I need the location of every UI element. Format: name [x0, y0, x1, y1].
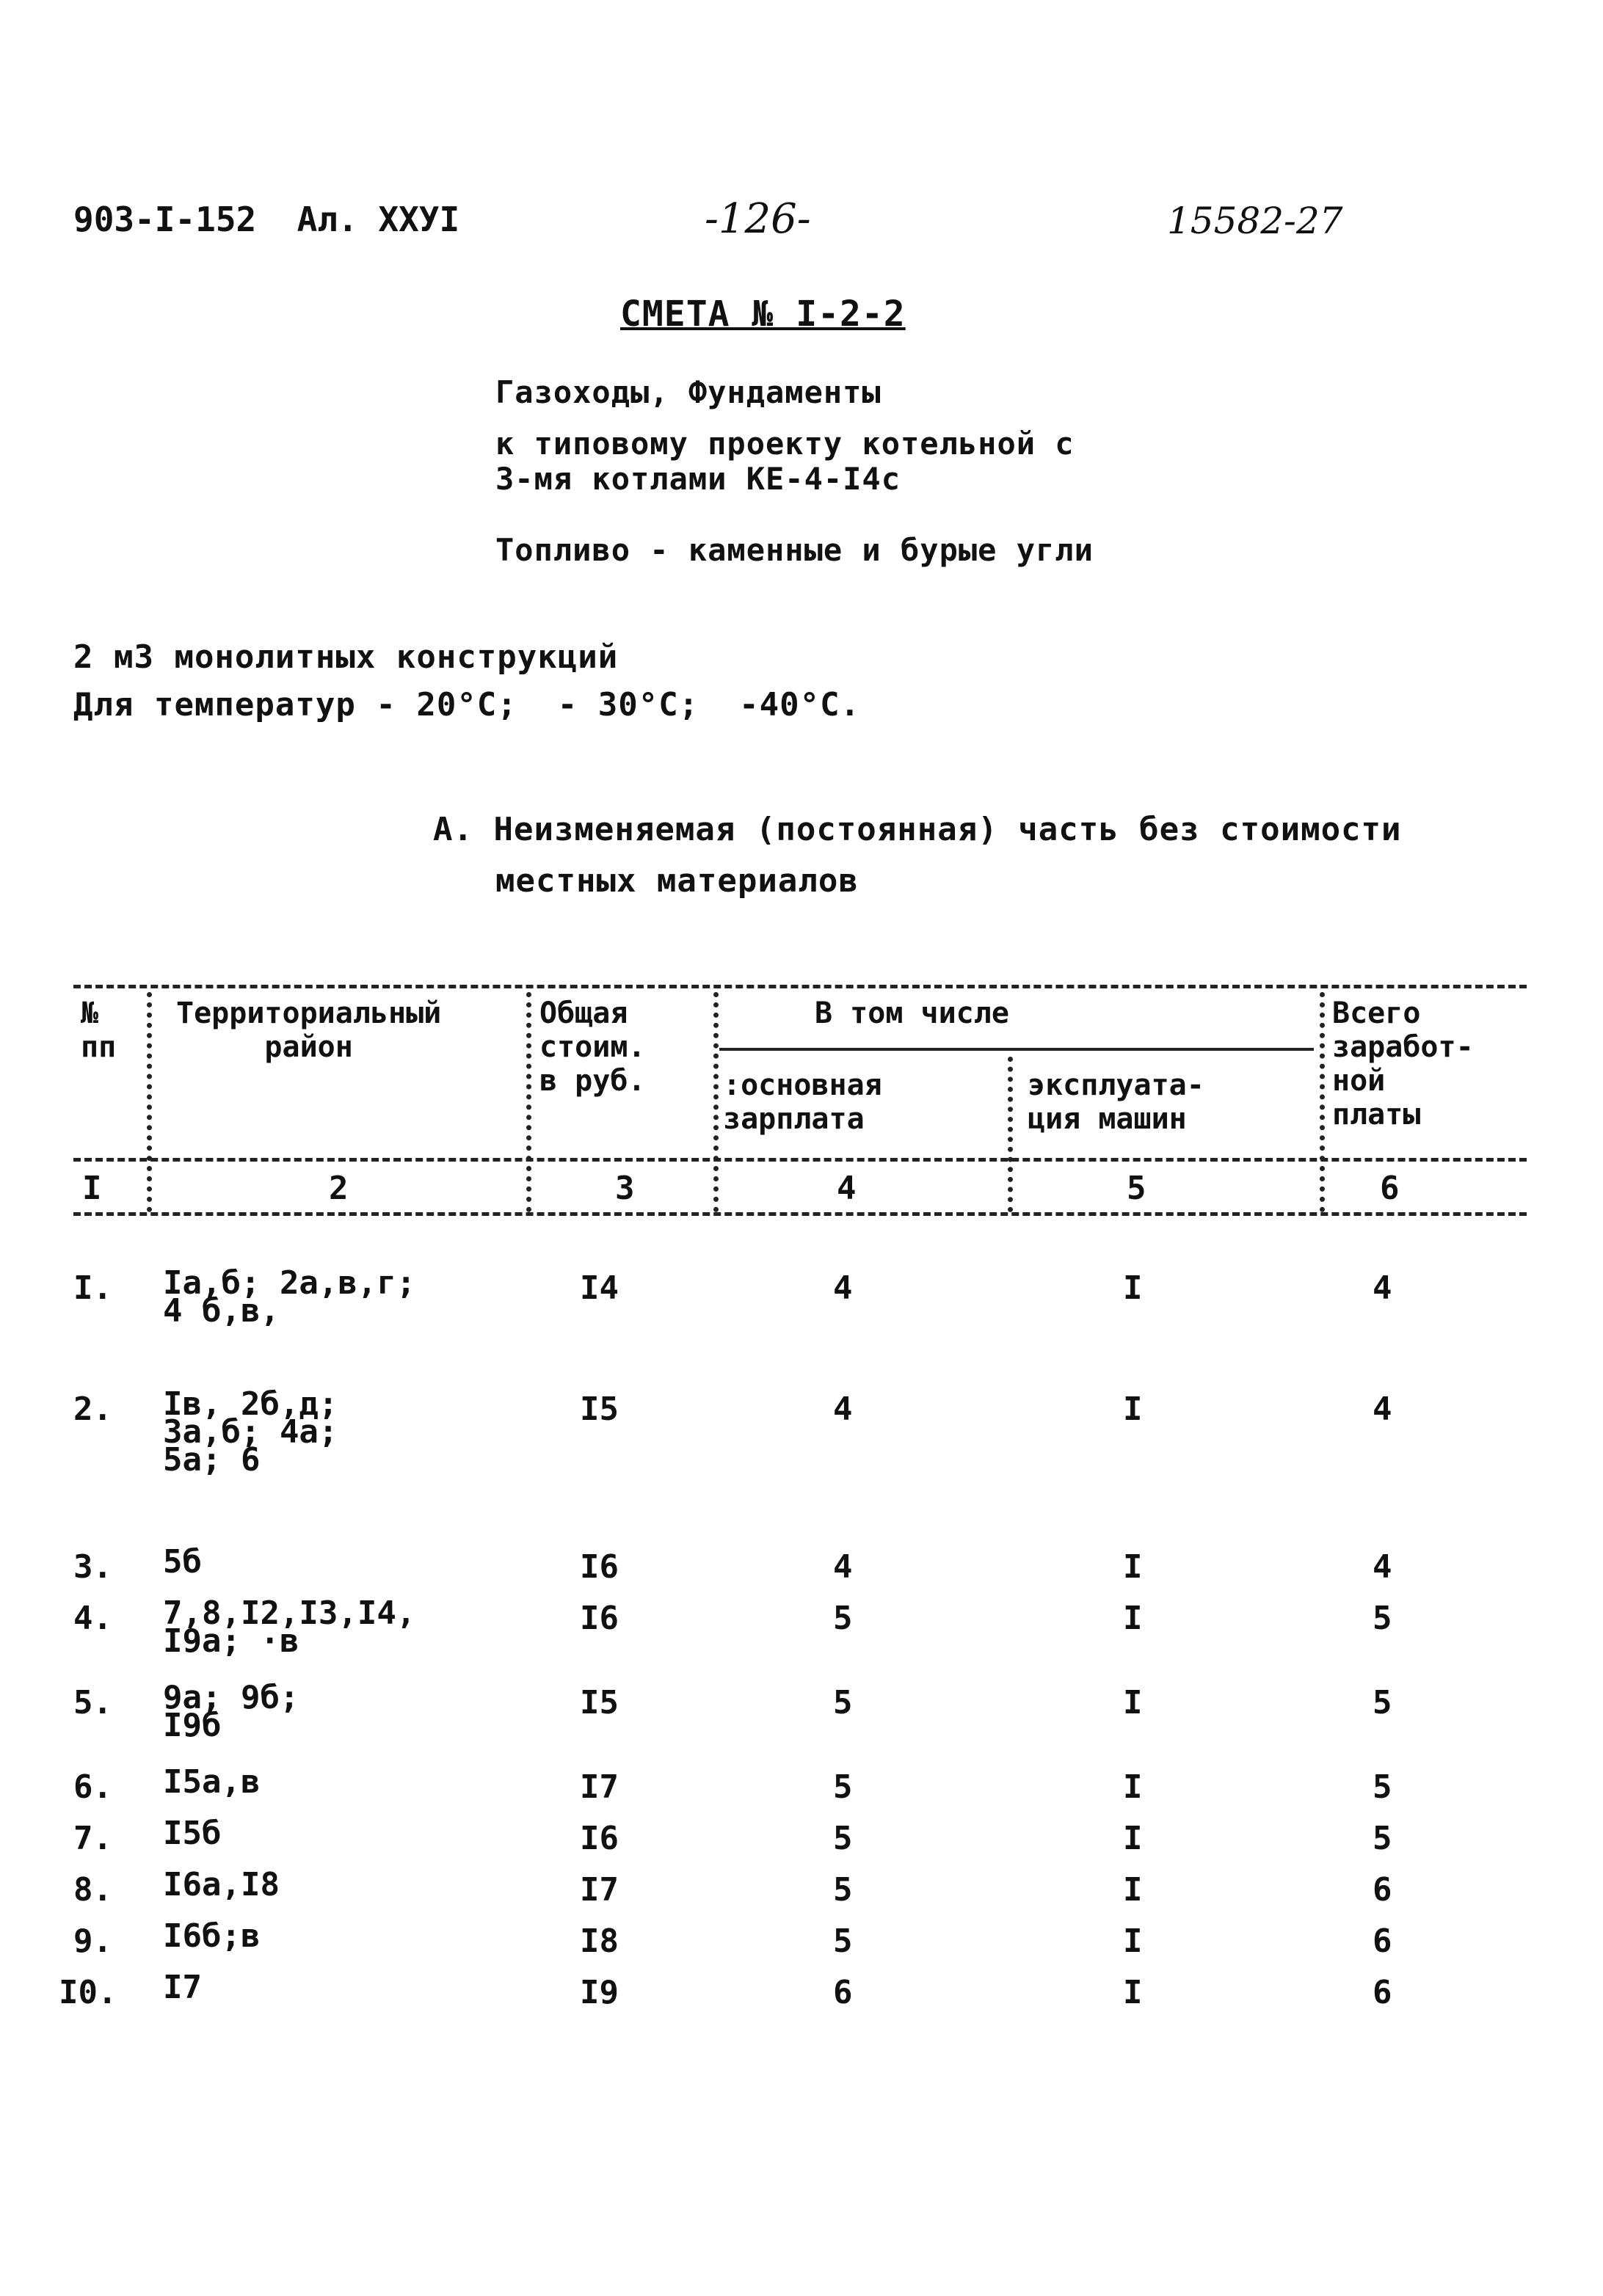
- row-number: I0.: [59, 1974, 117, 2011]
- row-total-wages: 5: [1373, 1820, 1392, 1857]
- header-num: № пп: [81, 996, 117, 1064]
- row-region: I5б: [163, 1815, 222, 1852]
- row-basic-wages: 4: [833, 1269, 853, 1307]
- row-machine-operation: I: [1123, 1548, 1143, 1586]
- col-sep-5: [1320, 992, 1325, 1212]
- document-code: 903-I-152 Ал. XXУI: [73, 200, 460, 239]
- page-number: -126-: [705, 195, 811, 243]
- col-number-6: 6: [1380, 1170, 1400, 1207]
- row-machine-operation: I: [1123, 1600, 1143, 1637]
- row-number: 6.: [73, 1768, 112, 1806]
- row-number: 5.: [73, 1684, 112, 1721]
- col-number-5: 5: [1127, 1170, 1146, 1207]
- row-total-wages: 5: [1373, 1684, 1392, 1721]
- row-region: 9а; 9б; I9б: [163, 1679, 299, 1744]
- row-region: I6а,I8: [163, 1866, 280, 1903]
- subheader-rule: [719, 1048, 1314, 1051]
- row-machine-operation: I: [1123, 1768, 1143, 1806]
- table-top-rule: [73, 985, 1527, 988]
- header-total-wages: Всего заработ- ной платы: [1332, 996, 1474, 1131]
- section-heading-line-1: А. Неизменяемая (постоянная) часть без стоимости: [433, 811, 1402, 848]
- row-total-cost: I8: [580, 1923, 619, 1960]
- row-machine-operation: I: [1123, 1684, 1143, 1721]
- row-region: I5а,в: [163, 1763, 261, 1801]
- subtitle-line-4: Топливо - каменные и бурые угли: [495, 532, 1094, 568]
- row-number: 3.: [73, 1548, 112, 1586]
- row-basic-wages: 4: [833, 1548, 853, 1586]
- row-basic-wages: 4: [833, 1391, 853, 1428]
- col-sep-2: [526, 992, 531, 1212]
- estimate-title: СМЕТА № I-2-2: [620, 294, 906, 335]
- row-basic-wages: 5: [833, 1820, 853, 1857]
- row-machine-operation: I: [1123, 1923, 1143, 1960]
- header-basic-wages: :основная зарплата: [723, 1068, 882, 1136]
- row-basic-wages: 5: [833, 1600, 853, 1637]
- col-number-2: 2: [329, 1170, 349, 1207]
- row-total-cost: I5: [580, 1391, 619, 1428]
- subtitle-line-3: 3-мя котлами КЕ-4-I4с: [495, 461, 901, 497]
- row-number: I.: [73, 1269, 112, 1307]
- row-machine-operation: I: [1123, 1269, 1143, 1307]
- header-total-cost: Общая стоим. в руб.: [539, 996, 646, 1098]
- row-total-wages: 5: [1373, 1768, 1392, 1806]
- row-region: I7: [163, 1969, 202, 2006]
- header-including: В том числе: [815, 996, 1009, 1030]
- row-total-wages: 6: [1373, 1871, 1392, 1909]
- row-basic-wages: 5: [833, 1871, 853, 1909]
- col-sep-1: [147, 992, 152, 1212]
- column-number-rule: [73, 1212, 1527, 1216]
- row-total-wages: 6: [1373, 1974, 1392, 2011]
- subtitle-line-2: к типовому проекту котельной с: [495, 426, 1075, 462]
- row-number: 8.: [73, 1871, 112, 1909]
- col-sep-3: [713, 992, 719, 1212]
- subtitle-line-1: Газоходы, Фундаменты: [495, 374, 882, 410]
- document-number: 15582-27: [1167, 200, 1343, 242]
- info-line-1: 2 м3 монолитных конструкций: [73, 638, 619, 676]
- row-basic-wages: 5: [833, 1684, 853, 1721]
- col-sep-4: [1008, 1057, 1013, 1212]
- row-basic-wages: 5: [833, 1768, 853, 1806]
- row-basic-wages: 5: [833, 1923, 853, 1960]
- row-number: 7.: [73, 1820, 112, 1857]
- row-total-cost: I9: [580, 1974, 619, 2011]
- section-heading-line-2: местных материалов: [495, 862, 859, 900]
- col-number-4: 4: [837, 1170, 857, 1207]
- row-region: 7,8,I2,I3,I4, I9а; ·в: [163, 1595, 416, 1660]
- row-total-wages: 4: [1373, 1269, 1392, 1307]
- col-number-3: 3: [615, 1170, 635, 1207]
- row-basic-wages: 6: [833, 1974, 853, 2011]
- row-total-cost: I4: [580, 1269, 619, 1307]
- row-number: 9.: [73, 1923, 112, 1960]
- row-region: Iа,б; 2а,в,г; 4 б,в,: [163, 1264, 416, 1330]
- header-bottom-rule: [73, 1158, 1527, 1162]
- header-region: Территориальный район: [176, 996, 442, 1064]
- col-number-1: I: [82, 1170, 102, 1207]
- row-machine-operation: I: [1123, 1820, 1143, 1857]
- row-total-wages: 5: [1373, 1600, 1392, 1637]
- row-region: 5б: [163, 1543, 202, 1581]
- row-machine-operation: I: [1123, 1871, 1143, 1909]
- row-region: I6б;в: [163, 1917, 261, 1955]
- row-total-cost: I7: [580, 1871, 619, 1909]
- header-machine-operation: эксплуата- ция машин: [1028, 1068, 1204, 1136]
- row-total-cost: I7: [580, 1768, 619, 1806]
- info-line-2: Для температур - 20°С; - 30°С; -40°С.: [73, 686, 861, 724]
- row-number: 2.: [73, 1391, 112, 1428]
- row-total-cost: I6: [580, 1600, 619, 1637]
- row-total-cost: I6: [580, 1820, 619, 1857]
- row-total-wages: 6: [1373, 1923, 1392, 1960]
- row-number: 4.: [73, 1600, 112, 1637]
- row-total-cost: I6: [580, 1548, 619, 1586]
- row-region: Iв, 2б,д; 3а,б; 4а; 5а; 6: [163, 1385, 338, 1479]
- row-machine-operation: I: [1123, 1974, 1143, 2011]
- row-total-cost: I5: [580, 1684, 619, 1721]
- row-total-wages: 4: [1373, 1391, 1392, 1428]
- row-total-wages: 4: [1373, 1548, 1392, 1586]
- row-machine-operation: I: [1123, 1391, 1143, 1428]
